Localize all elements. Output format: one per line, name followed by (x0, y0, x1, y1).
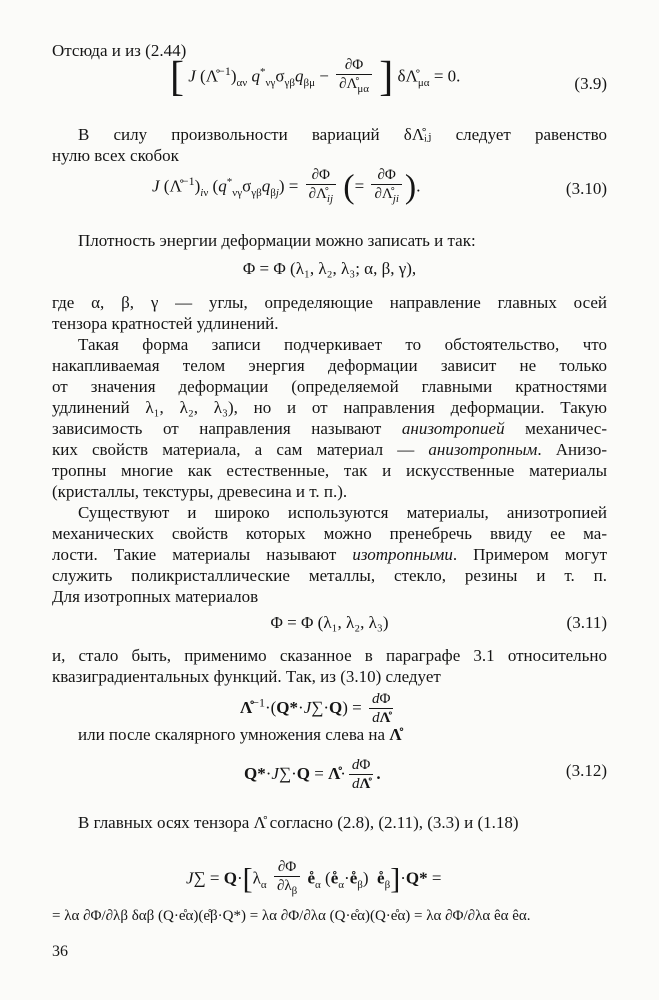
text-line: квазиградиентальных функций. Так, из (3.10) следует (52, 667, 441, 686)
equation-long-1: $J\sum = Q\cdot[\lambda_\alpha$ $\frac{\partial\Phi}{\partial\lambda_\beta}$ $e̊_\alpha$ $(e̊_\alpha\cdot e̊_\beta)$ $e̊_\beta]\cdot Q*$ = (186, 859, 442, 897)
text-line: Отсюда и из (2.44) (52, 41, 187, 60)
text-line: механических свойств которых можно пренебречь ввиду ее ма- (52, 524, 607, 543)
page-number: 36 (52, 943, 68, 960)
text-line: накапливаемая телом энергия деформации зависит не только (52, 356, 607, 375)
text-line: Для изотропных материалов (52, 587, 259, 606)
text-line: тропны многие как естественные, так и искусственные материалы (52, 461, 607, 480)
equation-phi-full: Φ = Φ (λ₁, λ₂, λ₃; α, β, γ), (242, 259, 417, 278)
text-span: ких свойств материала, а сам материал — (52, 440, 429, 459)
text-line: В главных осях тензора Λ̊ согласно (2.8), (2.11), (3.3) и (1.18) (78, 813, 519, 832)
text-span: лости. Такие материалы называют (52, 545, 353, 564)
equation-unnumbered: Λ̊$^{-1}$·(Q*·J∑·Q) = $\frac{d\Phi}{d\Lambdå}$ (240, 690, 396, 728)
text-span: зависимость от направления называют (52, 419, 402, 438)
text-line: Существуют и широко используются материалы, анизотропией (78, 503, 607, 522)
text-line (52, 439, 607, 460)
equation-3-11: Φ = Φ (λ₁, λ₂, λ₃) (270, 613, 389, 632)
equation-number: (3.9) (574, 74, 607, 93)
text-span: механичес- (504, 419, 607, 438)
text-span: или после скалярного умножения слева на (78, 725, 386, 744)
equation-3-9: [ J $(\Lambdå^{-1})_{\alpha\nu}$ $q^*_{\nu\gamma}\sigma_{\gamma\beta}q_{\beta\mu}$ − $\frac{\partial\Phi}{\partial\Lambdå_{\mu\alpha}}$ ] $\delta\Lambdå_{\mu\alpha} = 0$. (170, 54, 461, 101)
text-line: от значения деформации (определяемой главными кратностями (52, 377, 607, 396)
emphasis-term: анизотропным (428, 440, 538, 459)
text-line: В силу произвольности вариаций δΛ̊ᵢⱼ следует равенство (78, 125, 607, 144)
text-line: (кристаллы, текстуры, древесина и т. п.). (52, 482, 348, 501)
text-line (52, 544, 607, 565)
equation-number: (3.12) (565, 761, 607, 780)
text-line: или после скалярного умножения слева на Λ̊ (78, 725, 402, 744)
text-line: Плотность энергии деформации можно записать и так: (78, 231, 476, 250)
text-line: Такая форма записи подчеркивает то обстоятельство, что (78, 335, 607, 354)
equation-long-2: = λα ∂Φ/∂λβ δαβ (Q·e̊α)(e̊β·Q*) = λα ∂Φ/∂λα (Q·e̊α)(Q·e̊α) = λα ∂Φ/∂λα êα êα. (52, 908, 531, 924)
emphasis-term: изотропными (352, 545, 453, 564)
equation-number: (3.10) (565, 179, 607, 198)
text-span: . Примером могут (452, 545, 607, 564)
text-line: и, стало быть, применимо сказанное в параграфе 3.1 относительно (52, 646, 607, 665)
equation-number: (3.11) (566, 613, 607, 632)
text-span: . Анизо- (537, 440, 608, 459)
emphasis-term: анизотропией (401, 419, 505, 438)
text-line: удлинений λ₁, λ₂, λ₃), но и от направления деформации. Такую (52, 398, 607, 417)
text-line: тензора кратностей удлинений. (52, 314, 279, 333)
equation-3-12: Q*·J∑·Q = Λ̊· $\frac{d\Phi}{d\Lambdå}$ . (244, 757, 381, 792)
text-line (52, 418, 607, 439)
equation-3-10: J $(\Lambdå^{-1})_{i\nu}$ $(q^*_{\nu\gamma}\sigma_{\gamma\beta}q_{\beta j})$ = $\frac{\partial\Phi}{\partial\Lambdå_{ij}}$ (= $\frac{\partial\Phi}{\partial\Lambdå_{ji}}$ ). (152, 167, 421, 206)
text-line: нулю всех скобок (52, 146, 179, 165)
text-line: служить поликристаллические металлы, стекло, резины и т. п. (52, 566, 607, 585)
text-line: где α, β, γ — углы, определяющие направление главных осей (52, 293, 607, 312)
